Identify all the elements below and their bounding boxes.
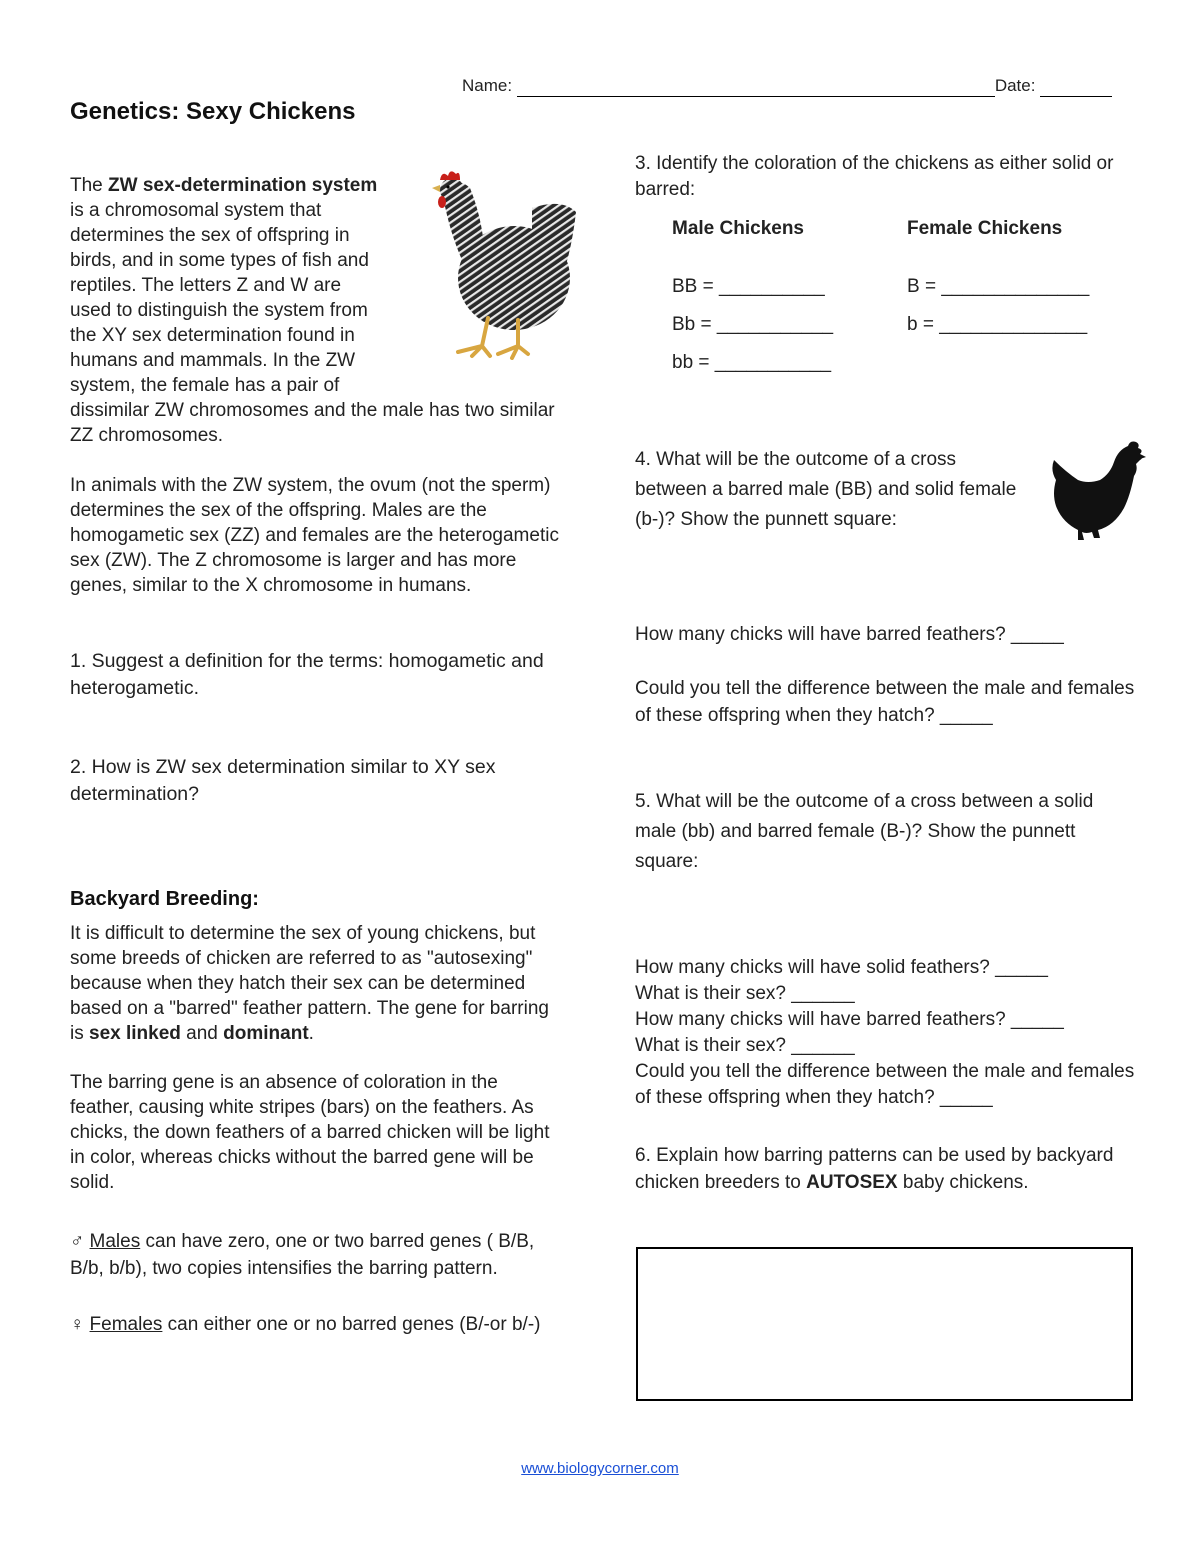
backyard-section [70,888,560,1338]
male-row-bb-lower[interactable]: bb = ___________ [672,352,832,373]
females-note: ♀ Females can either one or no barred genes (B/-or b/-) [70,1314,541,1335]
footer [0,1460,1200,1477]
name-blank[interactable] [517,76,995,97]
q5-line-5: Could you tell the difference between the male and females of these offspring when they hatch? _____ [635,1061,1135,1108]
question-2: 2. How is ZW sex determination similar to XY sex determination? [70,756,496,805]
question-6: 6. Explain how barring patterns can be used by backyard chicken breeders to AUTOSEX baby chickens. [635,1145,1114,1193]
female-row-b-upper[interactable]: B = ______________ [907,276,1090,297]
date-label: Date: [994,76,1036,95]
backyard-paragraph-1: It is difficult to determine the sex of young chickens, but some breeds of chicken are referred to as "autosexing" because when they hatch their sex can be determined based on a "barred" feather pattern. The gene for barring is sex linked and dominant. [70,923,549,1044]
footer-link[interactable]: www.biologycorner.com [521,1460,679,1477]
backyard-paragraph-2: The barring gene is an absence of coloration in the feather, causing white stripes (bars) on the feathers. As chicks, the down feathers of a barred chicken will be light in color, whereas chicks without the barred gene will be solid. [70,1072,550,1193]
question-4-prompt: 4. What will be the outcome of a cross between a barred male (BB) and solid female (b-)? Show the punnett square: [635,449,1017,530]
intro-paragraph-2: In animals with the ZW system, the ovum (not the sperm) determines the sex of the offspring. Males are the homogametic sex (ZZ) and females are the heterogametic sex (ZW). The Z chromosome is larger and has more genes, similar to the X chromosome in humans. [70,475,559,596]
male-row-bb-upper[interactable]: BB = __________ [672,276,825,297]
male-symbol-icon: ♂ [70,1231,85,1252]
date-blank[interactable] [1040,76,1112,97]
male-row-bb-hetero[interactable]: Bb = ___________ [672,314,834,335]
question-5-subquestions [635,955,1135,1111]
sex-linked-term: sex linked [89,1023,181,1044]
autosex-term: AUTOSEX [806,1172,898,1193]
female-symbol-icon: ♀ [70,1314,85,1335]
males-note: ♂ Males can have zero, one or two barred genes ( B/B, B/b, b/b), two copies intensifies the barring pattern. [70,1231,535,1279]
male-chickens-column [672,216,907,388]
female-chickens-heading: Female Chickens [907,218,1063,239]
question-1: 1. Suggest a definition for the terms: homogametic and heterogametic. [70,650,544,699]
female-chickens-column [907,216,1142,388]
name-label: Name: [462,76,513,95]
intro-section [70,173,560,598]
q5-line-2: What is their sex? ______ [635,983,855,1004]
question-5-prompt: 5. What will be the outcome of a cross between a solid male (bb) and barred female (B-)? Show the punnett square: [635,791,1094,872]
hen-silhouette-icon [1048,440,1146,546]
page-title: Genetics: Sexy Chickens [70,98,356,125]
genotype-table [672,216,1142,388]
q5-line-1: How many chicks will have solid feathers? _____ [635,957,1048,978]
intro-paragraph-1: The ZW sex-determination system is a chromosomal system that determines the sex of offspring in birds, and in some types of fish and reptiles. The letters Z and W are used to distinguish the system from the XY sex determination found in humans and mammals. In the ZW system, the female has a pair of dissimilar ZW chromosomes and the male has two similar ZZ chromosomes. [70,175,555,446]
question-4-sub-2: Could you tell the difference between the male and females of these offspring when they hatch? _____ [635,678,1135,726]
name-date-header [462,76,1112,97]
zw-system-term: ZW sex-determination system [108,175,378,196]
question-3-prompt: 3. Identify the coloration of the chickens as either solid or barred: [635,153,1114,200]
q5-line-3: How many chicks will have barred feathers? _____ [635,1009,1064,1030]
female-row-b-lower[interactable]: b = ______________ [907,314,1088,335]
question-4-sub-1: How many chicks will have barred feathers? _____ [635,624,1064,645]
answer-box[interactable] [636,1247,1133,1401]
male-chickens-heading: Male Chickens [672,218,804,239]
q5-line-4: What is their sex? ______ [635,1035,855,1056]
backyard-heading: Backyard Breeding: [70,888,259,910]
dominant-term: dominant [223,1023,309,1044]
